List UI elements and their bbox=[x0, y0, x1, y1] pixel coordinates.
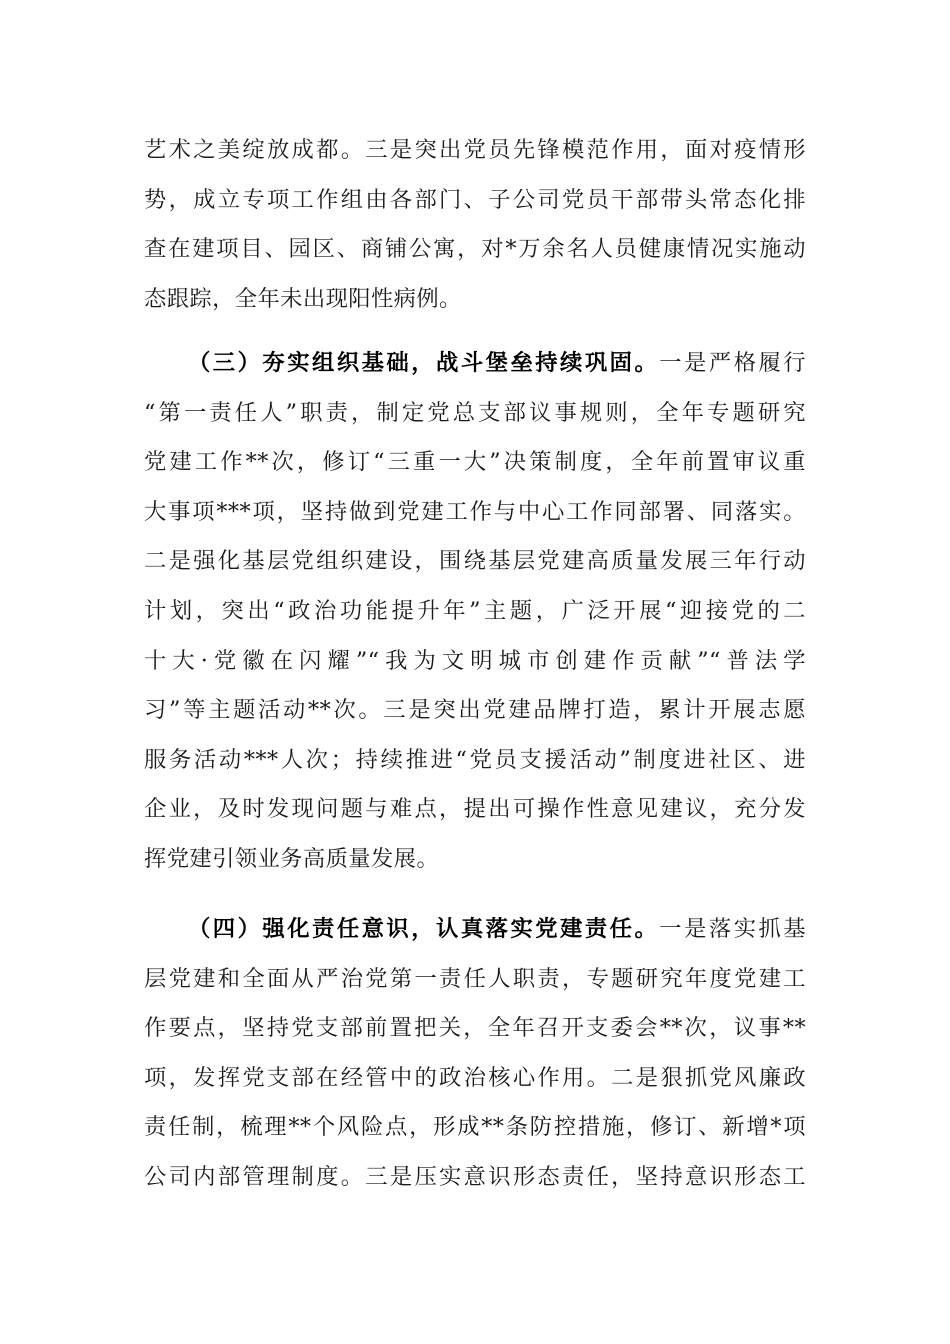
paragraph-1 bbox=[144, 126, 806, 324]
paragraph-line: 公司内部管理制度。三是压实意识形态责任，坚持意识形态工 bbox=[144, 1163, 806, 1190]
paragraph-line: 态跟踪，全年未出现阳性病例。 bbox=[144, 285, 462, 312]
paragraph-line: 二是强化基层党组织建设，围绕基层党建高质量发展三年行动 bbox=[144, 548, 806, 575]
paragraph-line: 习”等主题活动**次。三是突出党建品牌打造，累计开展志愿 bbox=[144, 697, 806, 724]
first-line-rest: 一是严格履行 bbox=[659, 350, 806, 376]
paragraph-2 bbox=[144, 339, 806, 885]
paragraph-line: 服务活动***人次；持续推进“党员支援活动”制度进社区、进 bbox=[144, 746, 806, 773]
paragraph-first-line bbox=[144, 339, 806, 389]
paragraph-line: 项，发挥党支部在经管中的政治核心作用。二是狠抓党风廉政 bbox=[144, 1064, 806, 1091]
paragraph-line: 势，成立专项工作组由各部门、子公司党员干部带头常态化排 bbox=[144, 186, 806, 213]
paragraph-line: 层党建和全面从严治党第一责任人职责，专题研究年度党建工 bbox=[144, 965, 806, 992]
paragraph-line: 作要点，坚持党支部前置把关，全年召开支委会**次，议事** bbox=[144, 1015, 806, 1042]
paragraph-line: 十大·党徽在闪耀”“我为文明城市创建作贡献”“普法学 bbox=[144, 647, 806, 674]
paragraph-line: 企业，及时发现问题与难点，提出可操作性意见建议，充分发 bbox=[144, 796, 806, 823]
paragraph-line: 查在建项目、园区、商铺公寓，对*万余名人员健康情况实施动 bbox=[144, 236, 806, 263]
paragraph-line: 艺术之美绽放成都。三是突出党员先锋模范作用，面对疫情形 bbox=[144, 137, 806, 163]
section-heading-4: （四）强化责任意识，认真落实党建责任。 bbox=[188, 916, 660, 942]
paragraph-line: “第一责任人”职责，制定党总支部议事规则，全年专题研究 bbox=[144, 399, 806, 426]
paragraph-line: 责任制，梳理**个风险点，形成**条防控措施，修订、新增*项 bbox=[144, 1114, 806, 1141]
paragraph-line: 党建工作**次，修订“三重一大”决策制度，全年前置审议重 bbox=[144, 449, 806, 476]
paragraph-3 bbox=[144, 905, 806, 1203]
first-line-rest: 一是落实抓基 bbox=[659, 916, 806, 942]
section-heading-3: （三）夯实组织基础，战斗堡垒持续巩固。 bbox=[188, 350, 660, 376]
paragraph-line: 大事项***项，坚持做到党建工作与中心工作同部署、同落实。 bbox=[144, 498, 806, 525]
paragraph-first-line bbox=[144, 905, 806, 955]
paragraph-line: 挥党建引领业务高质量发展。 bbox=[144, 845, 440, 872]
paragraph-line: 计划，突出“政治功能提升年”主题，广泛开展“迎接党的二 bbox=[144, 597, 806, 624]
